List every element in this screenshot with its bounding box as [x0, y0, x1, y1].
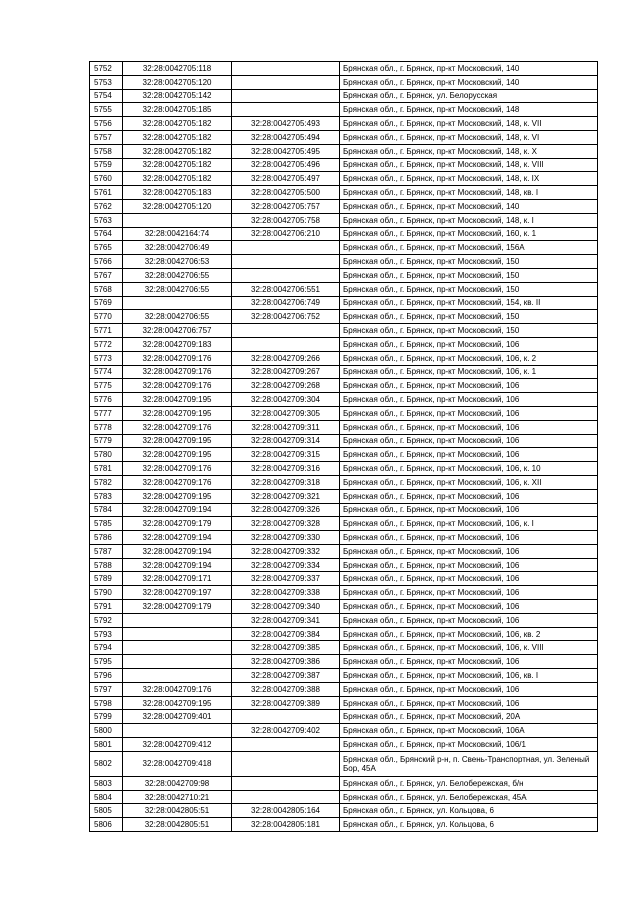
cadastral-number-cell: 32:28:0042709:98	[123, 776, 232, 790]
object-number-cell: 32:28:0042709:387	[232, 669, 340, 683]
cadastral-number-cell: 32:28:0042705:182	[123, 144, 232, 158]
object-number-cell: 32:28:0042709:321	[232, 489, 340, 503]
table-row	[90, 572, 598, 586]
object-number-cell: 32:28:0042706:749	[232, 296, 340, 310]
object-number-cell	[232, 337, 340, 351]
address-cell: Брянская обл., г. Брянск, пр-кт Московский, 140	[340, 199, 598, 213]
address-cell: Брянская обл., г. Брянск, пр-кт Московский, 106, к. XII	[340, 475, 598, 489]
table-row	[90, 310, 598, 324]
address-cell: Брянская обл., Брянский р-н, п. Свень-Транспортная, ул. Зеленый Бор, 45А	[340, 751, 598, 776]
row-number-cell: 5754	[90, 89, 123, 103]
address-cell: Брянская обл., г. Брянск, пр-кт Московский, 148, к. X	[340, 144, 598, 158]
row-number-cell: 5762	[90, 199, 123, 213]
cadastral-number-cell: 32:28:0042705:182	[123, 130, 232, 144]
cadastral-number-cell	[123, 655, 232, 669]
row-number-cell: 5783	[90, 489, 123, 503]
cadastral-number-cell: 32:28:0042709:194	[123, 503, 232, 517]
object-number-cell: 32:28:0042705:758	[232, 213, 340, 227]
table-row	[90, 818, 598, 832]
address-cell: Брянская обл., г. Брянск, пр-кт Московский, 106	[340, 696, 598, 710]
table-row	[90, 172, 598, 186]
cadastral-number-cell: 32:28:0042805:51	[123, 804, 232, 818]
cadastral-number-cell: 32:28:0042709:194	[123, 558, 232, 572]
table-row	[90, 517, 598, 531]
table-row	[90, 379, 598, 393]
row-number-cell: 5791	[90, 600, 123, 614]
table-row	[90, 324, 598, 338]
row-number-cell: 5795	[90, 655, 123, 669]
object-number-cell: 32:28:0042709:385	[232, 641, 340, 655]
object-number-cell: 32:28:0042709:315	[232, 448, 340, 462]
table-row	[90, 475, 598, 489]
address-cell: Брянская обл., г. Брянск, пр-кт Московский, 106	[340, 682, 598, 696]
row-number-cell: 5792	[90, 613, 123, 627]
table-row	[90, 655, 598, 669]
object-number-cell: 32:28:0042706:551	[232, 282, 340, 296]
cadastral-number-cell: 32:28:0042709:183	[123, 337, 232, 351]
cadastral-number-cell: 32:28:0042709:194	[123, 544, 232, 558]
row-number-cell: 5805	[90, 804, 123, 818]
object-number-cell: 32:28:0042709:314	[232, 434, 340, 448]
row-number-cell: 5790	[90, 586, 123, 600]
address-cell: Брянская обл., г. Брянск, пр-кт Московский, 106	[340, 600, 598, 614]
address-cell: Брянская обл., г. Брянск, пр-кт Московский, 106, кв. 2	[340, 627, 598, 641]
row-number-cell: 5779	[90, 434, 123, 448]
table-row	[90, 751, 598, 776]
table-row	[90, 627, 598, 641]
object-number-cell: 32:28:0042709:304	[232, 393, 340, 407]
address-cell: Брянская обл., г. Брянск, пр-кт Московский, 106, к. 2	[340, 351, 598, 365]
cadastral-number-cell: 32:28:0042709:176	[123, 420, 232, 434]
row-number-cell: 5753	[90, 75, 123, 89]
object-number-cell: 32:28:0042709:388	[232, 682, 340, 696]
object-number-cell: 32:28:0042709:341	[232, 613, 340, 627]
table-row	[90, 337, 598, 351]
address-cell: Брянская обл., г. Брянск, пр-кт Московский, 106, к. VIII	[340, 641, 598, 655]
row-number-cell: 5764	[90, 227, 123, 241]
address-cell: Брянская обл., г. Брянск, пр-кт Московский, 106	[340, 434, 598, 448]
table-row	[90, 613, 598, 627]
registry-table	[89, 61, 598, 832]
address-cell: Брянская обл., г. Брянск, пр-кт Московский, 106/1	[340, 738, 598, 752]
row-number-cell: 5759	[90, 158, 123, 172]
object-number-cell: 32:28:0042709:316	[232, 462, 340, 476]
cadastral-number-cell	[123, 213, 232, 227]
object-number-cell: 32:28:0042705:494	[232, 130, 340, 144]
cadastral-number-cell: 32:28:0042709:412	[123, 738, 232, 752]
address-cell: Брянская обл., г. Брянск, пр-кт Московский, 106	[340, 420, 598, 434]
object-number-cell: 32:28:0042709:326	[232, 503, 340, 517]
cadastral-number-cell	[123, 669, 232, 683]
object-number-cell: 32:28:0042709:330	[232, 531, 340, 545]
row-number-cell: 5767	[90, 268, 123, 282]
row-number-cell: 5760	[90, 172, 123, 186]
cadastral-number-cell: 32:28:0042709:176	[123, 462, 232, 476]
table-row	[90, 558, 598, 572]
address-cell: Брянская обл., г. Брянск, пр-кт Московский, 150	[340, 255, 598, 269]
object-number-cell: 32:28:0042705:495	[232, 144, 340, 158]
object-number-cell: 32:28:0042705:757	[232, 199, 340, 213]
address-cell: Брянская обл., г. Брянск, пр-кт Московский, 106	[340, 448, 598, 462]
row-number-cell: 5763	[90, 213, 123, 227]
table-row	[90, 241, 598, 255]
table-row	[90, 296, 598, 310]
table-row	[90, 696, 598, 710]
table-row	[90, 724, 598, 738]
object-number-cell	[232, 710, 340, 724]
object-number-cell: 32:28:0042709:268	[232, 379, 340, 393]
cadastral-number-cell: 32:28:0042705:120	[123, 75, 232, 89]
address-cell: Брянская обл., г. Брянск, пр-кт Московский, 20А	[340, 710, 598, 724]
row-number-cell: 5787	[90, 544, 123, 558]
table-row	[90, 804, 598, 818]
object-number-cell	[232, 751, 340, 776]
object-number-cell	[232, 89, 340, 103]
table-row	[90, 199, 598, 213]
cadastral-number-cell: 32:28:0042709:176	[123, 475, 232, 489]
table-row	[90, 406, 598, 420]
row-number-cell: 5804	[90, 790, 123, 804]
address-cell: Брянская обл., г. Брянск, пр-кт Московский, 106	[340, 337, 598, 351]
address-cell: Брянская обл., г. Брянск, пр-кт Московский, 106	[340, 393, 598, 407]
object-number-cell: 32:28:0042709:266	[232, 351, 340, 365]
address-cell: Брянская обл., г. Брянск, пр-кт Московский, 106	[340, 406, 598, 420]
table-row	[90, 103, 598, 117]
cadastral-number-cell: 32:28:0042706:55	[123, 268, 232, 282]
table-row	[90, 62, 598, 76]
row-number-cell: 5774	[90, 365, 123, 379]
row-number-cell: 5772	[90, 337, 123, 351]
cadastral-number-cell: 32:28:0042709:195	[123, 448, 232, 462]
row-number-cell: 5756	[90, 117, 123, 131]
row-number-cell: 5803	[90, 776, 123, 790]
row-number-cell: 5784	[90, 503, 123, 517]
object-number-cell: 32:28:0042709:267	[232, 365, 340, 379]
object-number-cell: 32:28:0042706:210	[232, 227, 340, 241]
row-number-cell: 5800	[90, 724, 123, 738]
address-cell: Брянская обл., г. Брянск, ул. Белобережская, б/н	[340, 776, 598, 790]
cadastral-number-cell: 32:28:0042709:195	[123, 489, 232, 503]
row-number-cell: 5769	[90, 296, 123, 310]
cadastral-number-cell	[123, 296, 232, 310]
cadastral-number-cell: 32:28:0042705:182	[123, 172, 232, 186]
cadastral-number-cell: 32:28:0042705:120	[123, 199, 232, 213]
table-row	[90, 462, 598, 476]
table-row	[90, 420, 598, 434]
address-cell: Брянская обл., г. Брянск, пр-кт Московский, 148, к. I	[340, 213, 598, 227]
object-number-cell: 32:28:0042709:328	[232, 517, 340, 531]
object-number-cell: 32:28:0042805:181	[232, 818, 340, 832]
table-row	[90, 776, 598, 790]
object-number-cell: 32:28:0042709:338	[232, 586, 340, 600]
object-number-cell: 32:28:0042709:386	[232, 655, 340, 669]
cadastral-number-cell: 32:28:0042709:176	[123, 351, 232, 365]
table-row	[90, 144, 598, 158]
table-row	[90, 227, 598, 241]
row-number-cell: 5765	[90, 241, 123, 255]
address-cell: Брянская обл., г. Брянск, пр-кт Московский, 148, к. VIII	[340, 158, 598, 172]
object-number-cell: 32:28:0042709:337	[232, 572, 340, 586]
row-number-cell: 5775	[90, 379, 123, 393]
row-number-cell: 5758	[90, 144, 123, 158]
table-row	[90, 213, 598, 227]
cadastral-number-cell: 32:28:0042706:53	[123, 255, 232, 269]
cadastral-number-cell: 32:28:0042709:195	[123, 434, 232, 448]
address-cell: Брянская обл., г. Брянск, пр-кт Московский, 106	[340, 655, 598, 669]
address-cell: Брянская обл., г. Брянск, пр-кт Московский, 148	[340, 103, 598, 117]
object-number-cell: 32:28:0042805:164	[232, 804, 340, 818]
address-cell: Брянская обл., г. Брянск, пр-кт Московский, 140	[340, 62, 598, 76]
object-number-cell	[232, 776, 340, 790]
address-cell: Брянская обл., г. Брянск, ул. Белорусская	[340, 89, 598, 103]
address-cell: Брянская обл., г. Брянск, пр-кт Московский, 106	[340, 586, 598, 600]
object-number-cell: 32:28:0042705:500	[232, 186, 340, 200]
address-cell: Брянская обл., г. Брянск, пр-кт Московский, 150	[340, 282, 598, 296]
address-cell: Брянская обл., г. Брянск, пр-кт Московский, 106	[340, 572, 598, 586]
cadastral-number-cell: 32:28:0042710:21	[123, 790, 232, 804]
address-cell: Брянская обл., г. Брянск, ул. Кольцова, 6	[340, 818, 598, 832]
cadastral-number-cell: 32:28:0042706:55	[123, 282, 232, 296]
address-cell: Брянская обл., г. Брянск, пр-кт Московский, 154, кв. II	[340, 296, 598, 310]
table-row	[90, 586, 598, 600]
table-row	[90, 710, 598, 724]
address-cell: Брянская обл., г. Брянск, пр-кт Московский, 106, к. 10	[340, 462, 598, 476]
address-cell: Брянская обл., г. Брянск, пр-кт Московский, 106	[340, 558, 598, 572]
cadastral-number-cell: 32:28:0042709:401	[123, 710, 232, 724]
row-number-cell: 5797	[90, 682, 123, 696]
row-number-cell: 5770	[90, 310, 123, 324]
address-cell: Брянская обл., г. Брянск, пр-кт Московский, 156А	[340, 241, 598, 255]
address-cell: Брянская обл., г. Брянск, пр-кт Московский, 106, к. I	[340, 517, 598, 531]
address-cell: Брянская обл., г. Брянск, пр-кт Московский, 150	[340, 268, 598, 282]
cadastral-number-cell: 32:28:0042709:195	[123, 406, 232, 420]
address-cell: Брянская обл., г. Брянск, ул. Белобережская, 45А	[340, 790, 598, 804]
table-row	[90, 268, 598, 282]
table-row	[90, 738, 598, 752]
address-cell: Брянская обл., г. Брянск, пр-кт Московский, 150	[340, 324, 598, 338]
address-cell: Брянская обл., г. Брянск, пр-кт Московский, 148, к. IX	[340, 172, 598, 186]
table-row	[90, 158, 598, 172]
row-number-cell: 5755	[90, 103, 123, 117]
cadastral-number-cell	[123, 627, 232, 641]
table-row	[90, 448, 598, 462]
object-number-cell: 32:28:0042709:334	[232, 558, 340, 572]
cadastral-number-cell: 32:28:0042705:182	[123, 117, 232, 131]
address-cell: Брянская обл., г. Брянск, пр-кт Московский, 160, к. 1	[340, 227, 598, 241]
row-number-cell: 5752	[90, 62, 123, 76]
row-number-cell: 5781	[90, 462, 123, 476]
cadastral-number-cell: 32:28:0042709:195	[123, 696, 232, 710]
cadastral-number-cell: 32:28:0042709:176	[123, 379, 232, 393]
object-number-cell: 32:28:0042705:496	[232, 158, 340, 172]
cadastral-number-cell: 32:28:0042709:179	[123, 517, 232, 531]
object-number-cell: 32:28:0042709:318	[232, 475, 340, 489]
cadastral-number-cell: 32:28:0042164:74	[123, 227, 232, 241]
object-number-cell	[232, 75, 340, 89]
object-number-cell: 32:28:0042709:384	[232, 627, 340, 641]
row-number-cell: 5782	[90, 475, 123, 489]
table-row	[90, 790, 598, 804]
registry-table-body	[90, 62, 598, 832]
row-number-cell: 5801	[90, 738, 123, 752]
cadastral-number-cell: 32:28:0042705:185	[123, 103, 232, 117]
object-number-cell: 32:28:0042705:497	[232, 172, 340, 186]
address-cell: Брянская обл., г. Брянск, пр-кт Московский, 106	[340, 531, 598, 545]
cadastral-number-cell: 32:28:0042709:176	[123, 365, 232, 379]
object-number-cell	[232, 738, 340, 752]
object-number-cell: 32:28:0042709:332	[232, 544, 340, 558]
row-number-cell: 5777	[90, 406, 123, 420]
table-row	[90, 365, 598, 379]
object-number-cell: 32:28:0042709:389	[232, 696, 340, 710]
cadastral-number-cell	[123, 613, 232, 627]
table-row	[90, 282, 598, 296]
cadastral-number-cell: 32:28:0042705:183	[123, 186, 232, 200]
object-number-cell: 32:28:0042706:752	[232, 310, 340, 324]
cadastral-number-cell	[123, 724, 232, 738]
row-number-cell: 5766	[90, 255, 123, 269]
address-cell: Брянская обл., г. Брянск, пр-кт Московский, 140	[340, 75, 598, 89]
row-number-cell: 5785	[90, 517, 123, 531]
table-row	[90, 89, 598, 103]
table-row	[90, 544, 598, 558]
cadastral-number-cell: 32:28:0042706:55	[123, 310, 232, 324]
row-number-cell: 5780	[90, 448, 123, 462]
row-number-cell: 5789	[90, 572, 123, 586]
row-number-cell: 5776	[90, 393, 123, 407]
address-cell: Брянская обл., г. Брянск, ул. Кольцова, 6	[340, 804, 598, 818]
table-row	[90, 682, 598, 696]
object-number-cell: 32:28:0042709:402	[232, 724, 340, 738]
address-cell: Брянская обл., г. Брянск, пр-кт Московский, 106	[340, 503, 598, 517]
table-row	[90, 393, 598, 407]
cadastral-number-cell: 32:28:0042709:171	[123, 572, 232, 586]
cadastral-number-cell: 32:28:0042709:194	[123, 531, 232, 545]
cadastral-number-cell: 32:28:0042709:197	[123, 586, 232, 600]
table-row	[90, 641, 598, 655]
address-cell: Брянская обл., г. Брянск, пр-кт Московский, 106, кв. I	[340, 669, 598, 683]
object-number-cell	[232, 241, 340, 255]
table-row	[90, 75, 598, 89]
object-number-cell: 32:28:0042709:305	[232, 406, 340, 420]
table-row	[90, 186, 598, 200]
table-row	[90, 503, 598, 517]
address-cell: Брянская обл., г. Брянск, пр-кт Московский, 106	[340, 379, 598, 393]
cadastral-number-cell: 32:28:0042706:49	[123, 241, 232, 255]
address-cell: Брянская обл., г. Брянск, пр-кт Московский, 150	[340, 310, 598, 324]
table-row	[90, 117, 598, 131]
table-row	[90, 255, 598, 269]
row-number-cell: 5798	[90, 696, 123, 710]
cadastral-number-cell	[123, 641, 232, 655]
object-number-cell	[232, 103, 340, 117]
address-cell: Брянская обл., г. Брянск, пр-кт Московский, 106	[340, 489, 598, 503]
object-number-cell	[232, 790, 340, 804]
table-row	[90, 434, 598, 448]
object-number-cell	[232, 62, 340, 76]
object-number-cell	[232, 324, 340, 338]
row-number-cell: 5771	[90, 324, 123, 338]
cadastral-number-cell: 32:28:0042705:142	[123, 89, 232, 103]
row-number-cell: 5761	[90, 186, 123, 200]
table-row	[90, 600, 598, 614]
row-number-cell: 5757	[90, 130, 123, 144]
cadastral-number-cell: 32:28:0042709:418	[123, 751, 232, 776]
cadastral-number-cell: 32:28:0042805:51	[123, 818, 232, 832]
address-cell: Брянская обл., г. Брянск, пр-кт Московский, 106А	[340, 724, 598, 738]
row-number-cell: 5788	[90, 558, 123, 572]
row-number-cell: 5773	[90, 351, 123, 365]
row-number-cell: 5802	[90, 751, 123, 776]
cadastral-number-cell: 32:28:0042709:176	[123, 682, 232, 696]
row-number-cell: 5778	[90, 420, 123, 434]
address-cell: Брянская обл., г. Брянск, пр-кт Московский, 106, к. 1	[340, 365, 598, 379]
cadastral-number-cell: 32:28:0042706:757	[123, 324, 232, 338]
cadastral-number-cell: 32:28:0042705:182	[123, 158, 232, 172]
row-number-cell: 5794	[90, 641, 123, 655]
address-cell: Брянская обл., г. Брянск, пр-кт Московский, 106	[340, 544, 598, 558]
row-number-cell: 5786	[90, 531, 123, 545]
row-number-cell: 5793	[90, 627, 123, 641]
row-number-cell: 5799	[90, 710, 123, 724]
table-row	[90, 489, 598, 503]
object-number-cell: 32:28:0042709:340	[232, 600, 340, 614]
address-cell: Брянская обл., г. Брянск, пр-кт Московский, 148, к. VII	[340, 117, 598, 131]
address-cell: Брянская обл., г. Брянск, пр-кт Московский, 148, кв. I	[340, 186, 598, 200]
table-row	[90, 351, 598, 365]
address-cell: Брянская обл., г. Брянск, пр-кт Московский, 106	[340, 613, 598, 627]
table-row	[90, 130, 598, 144]
object-number-cell	[232, 268, 340, 282]
object-number-cell: 32:28:0042709:311	[232, 420, 340, 434]
row-number-cell: 5806	[90, 818, 123, 832]
row-number-cell: 5796	[90, 669, 123, 683]
table-row	[90, 531, 598, 545]
cadastral-number-cell: 32:28:0042705:118	[123, 62, 232, 76]
table-row	[90, 669, 598, 683]
object-number-cell	[232, 255, 340, 269]
cadastral-number-cell: 32:28:0042709:195	[123, 393, 232, 407]
cadastral-number-cell: 32:28:0042709:179	[123, 600, 232, 614]
row-number-cell: 5768	[90, 282, 123, 296]
address-cell: Брянская обл., г. Брянск, пр-кт Московский, 148, к. VI	[340, 130, 598, 144]
object-number-cell: 32:28:0042705:493	[232, 117, 340, 131]
